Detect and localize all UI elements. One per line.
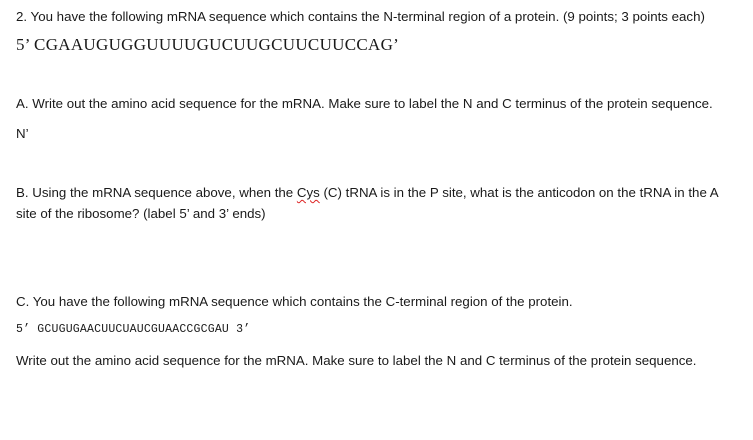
part-b-prompt-start: B. Using the mRNA sequence above, when the bbox=[16, 185, 297, 200]
part-b-prompt-line-1 bbox=[16, 185, 719, 201]
question-2-header: 2. You have the following mRNA sequence which contains the N-terminal region of a protein. (9 points; 3 points each) bbox=[16, 9, 705, 24]
part-a-prompt: A. Write out the amino acid sequence for the mRNA. Make sure to label the N and C terminus of the protein sequence. bbox=[16, 96, 713, 111]
c-terminal-mrna-sequence: 5’ GCUGUGAACUUCUAUCGUAACCGCGAU 3’ bbox=[16, 323, 251, 336]
part-b-prompt-line-2: site of the ribosome? (label 5’ and 3’ ends) bbox=[16, 206, 266, 221]
part-c-prompt: C. You have the following mRNA sequence which contains the C-terminal region of the protein. bbox=[16, 294, 573, 309]
n-terminal-mrna-sequence: 5’ CGAAUGUGGUUUUGUCUUGCUUCUUCCAG’ bbox=[16, 35, 400, 54]
part-c-instruction: Write out the amino acid sequence for the mRNA. Make sure to label the N and C terminus of the protein sequence. bbox=[16, 353, 697, 368]
misspelled-word-cys[interactable]: Cys bbox=[296, 185, 320, 200]
part-a-answer-label: N’ bbox=[16, 126, 29, 141]
part-b-prompt-end: (C) tRNA is in the P site, what is the anticodon on the tRNA in the A bbox=[319, 185, 719, 200]
